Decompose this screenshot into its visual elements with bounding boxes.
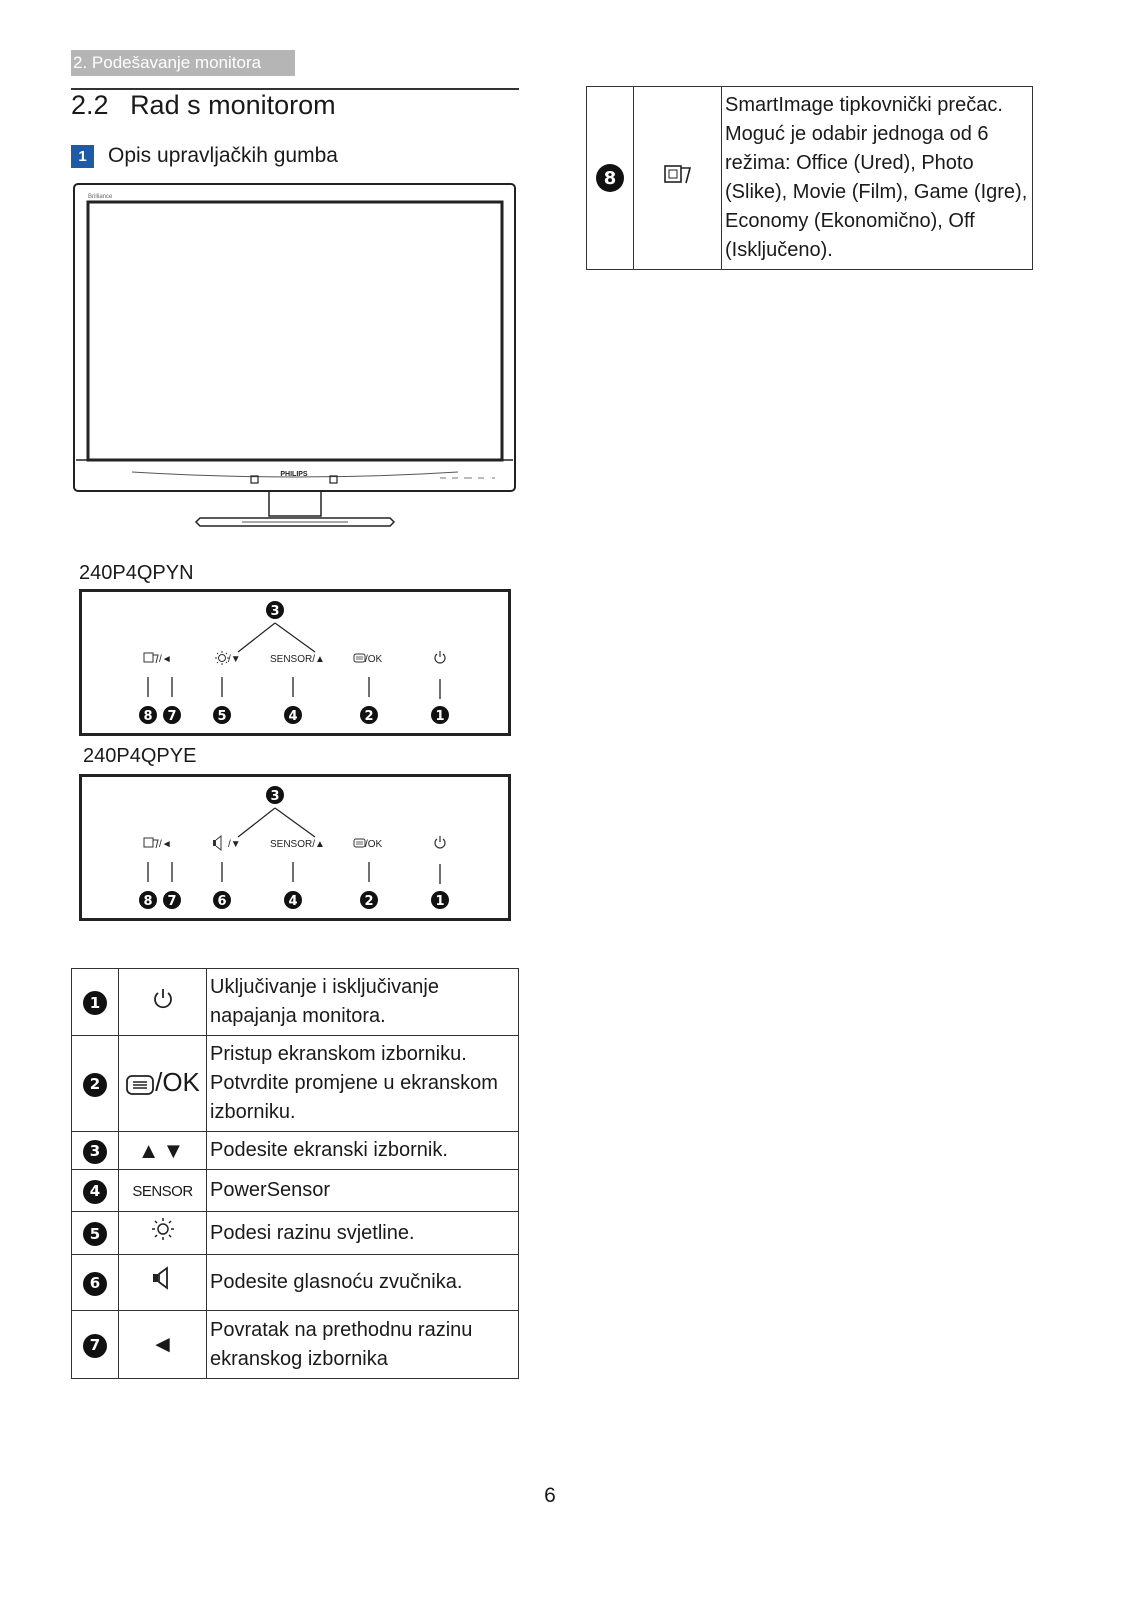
section-title: Rad s monitorom	[130, 90, 336, 120]
svg-text:Brilliance: Brilliance	[88, 194, 113, 200]
subsection-title: Opis upravljačkih gumba	[108, 144, 338, 167]
key-number: 7	[167, 894, 177, 909]
speaker-icon	[150, 1265, 176, 1291]
table-row	[72, 969, 519, 1036]
row-description: Podesite ekranski izbornik.	[207, 1132, 519, 1170]
row-number: 8	[596, 164, 624, 192]
smartimage-icon	[144, 653, 158, 663]
table-row	[72, 1212, 519, 1255]
key-number: 8	[143, 709, 153, 724]
key-label: /OK	[365, 654, 383, 665]
control-panel-diagram	[79, 589, 511, 736]
key-label: /▼	[228, 654, 241, 665]
row-number: 4	[83, 1180, 107, 1204]
table-row	[72, 1311, 519, 1379]
section-tab: 2. Podešavanje monitora	[71, 50, 295, 76]
key-label: SENSOR/▲	[270, 654, 325, 665]
row-description: Podesi razinu svjetline.	[207, 1212, 519, 1255]
smartimage-table	[586, 86, 1033, 270]
control-panel-diagram	[79, 774, 511, 921]
subsection-badge: 1	[71, 145, 94, 168]
page-number: 6	[544, 1484, 556, 1507]
control-panel-keys	[82, 592, 508, 733]
menu-icon	[354, 839, 365, 847]
row-description: Podesite glasnoću zvučnika.	[207, 1255, 519, 1311]
section-number: 2.2	[71, 90, 109, 120]
key-number: 5	[217, 709, 227, 724]
key-label: /◄	[159, 654, 172, 665]
power-icon	[435, 651, 445, 663]
menu-icon	[354, 654, 365, 662]
row-description: Uključivanje i isključivanje napajanja monitora.	[207, 969, 519, 1036]
section-heading	[71, 90, 336, 121]
brightness-icon	[151, 1217, 175, 1241]
control-panel-keys	[82, 777, 508, 918]
key-number: 1	[435, 709, 445, 724]
key-label: /▼	[228, 839, 241, 850]
smartimage-icon	[144, 838, 158, 848]
key-number: 7	[167, 709, 177, 724]
row-description: Pristup ekranskom izborniku. Potvrdite promjene u ekranskom izborniku.	[207, 1036, 519, 1132]
key-number: 2	[364, 709, 374, 724]
key-number: 4	[288, 709, 298, 724]
key-number: 4	[288, 894, 298, 909]
row-description: Povratak na prethodnu razinu ekranskog izbornika	[207, 1311, 519, 1379]
menu-icon	[125, 1074, 155, 1096]
key-number: 1	[435, 894, 445, 909]
key-number: 6	[217, 894, 227, 909]
key-label: /◄	[159, 839, 172, 850]
table-row	[72, 1170, 519, 1212]
row-number: 7	[83, 1334, 107, 1358]
button-table	[71, 968, 519, 1379]
row-description: SmartImage tipkovnički prečac. Moguć je odabir jednoga od 6 režima: Office (Ured), Photo (Slike), Movie (Film), Game (Igre), Economy (Ekonomično), Off (Isključeno).	[722, 87, 1033, 270]
table-row	[72, 1132, 519, 1170]
key-number: 2	[364, 894, 374, 909]
key-label: /OK	[365, 839, 383, 850]
key-number: 8	[143, 894, 153, 909]
row-description: PowerSensor	[207, 1170, 519, 1212]
power-icon	[435, 836, 445, 848]
table-row	[587, 87, 1033, 270]
row-number: 3	[83, 1140, 107, 1164]
row-number: 5	[83, 1222, 107, 1246]
key-label: SENSOR/▲	[270, 839, 325, 850]
monitor-brand: PHILIPS	[280, 471, 308, 478]
smartimage-icon	[662, 161, 694, 187]
model-name: 240P4QPYE	[83, 745, 197, 767]
back-triangle-icon: ◄	[119, 1311, 207, 1379]
ok-label: /OK	[155, 1066, 200, 1097]
speaker-icon	[213, 836, 221, 850]
header-rule	[71, 88, 519, 90]
row-number: 6	[83, 1272, 107, 1296]
up-down-icon: ▲▼	[119, 1132, 207, 1170]
brightness-icon	[215, 651, 229, 665]
monitor-illustration	[72, 182, 518, 532]
group-number: 3	[270, 604, 280, 619]
table-row	[72, 1255, 519, 1311]
group-number: 3	[270, 789, 280, 804]
row-number: 1	[83, 991, 107, 1015]
sensor-icon: SENSOR	[132, 1182, 193, 1200]
table-row	[72, 1036, 519, 1132]
subsection-heading	[71, 144, 338, 168]
row-number: 2	[83, 1073, 107, 1097]
power-icon	[151, 986, 175, 1010]
model-name: 240P4QPYN	[79, 562, 194, 584]
